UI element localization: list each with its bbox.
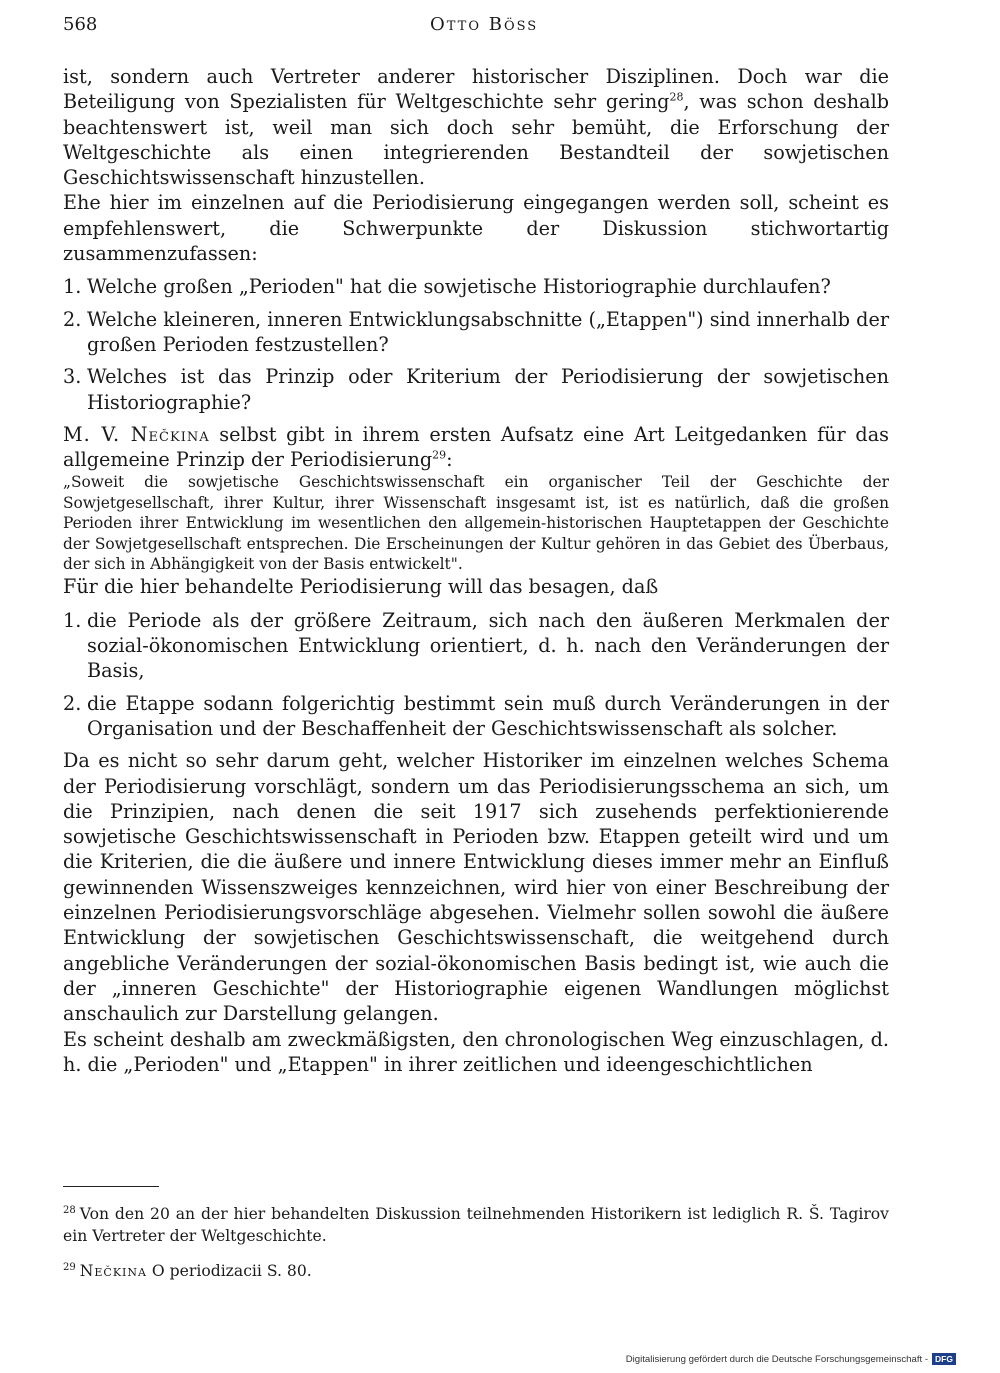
- author-name: M. V. Nečkina: [63, 422, 210, 446]
- footnote-mark: 29: [63, 1262, 76, 1274]
- running-head: Otto Böss: [430, 14, 539, 35]
- footnote-mark: 28: [63, 1205, 76, 1216]
- footnote-ref[interactable]: 29: [432, 448, 447, 462]
- list-number: 2.: [63, 307, 82, 331]
- list-text: die Periode als der größere Zeitraum, sich nach den äußeren Merkmalen der sozial-ökonomischen Entwicklung orientiert, d. h. nach den Veränderungen der Basis,: [87, 608, 889, 683]
- footnote: [63, 1200, 889, 1247]
- list-item: [63, 691, 889, 742]
- footnote: [63, 1257, 889, 1283]
- paragraph: [63, 422, 889, 473]
- block-quote: „Soweit die sowjetische Geschichtswissenschaft ein organischer Teil der Geschichte der Sowjetgesellschaft, ihrer Kultur, ihrer Wissenschaft insgesamt ist, ist es natürlich, daß die großen Perioden ihrer Entwicklung im wesentlichen den allgemein-historischen Hauptetappen der Geschichte der Sowjetgesellschaft entsprechen. Die Erscheinungen der Kultur gehören in das Gebiet des Überbaus, der sich in Abhängigkeit von der Basis entwickelt".: [63, 473, 889, 574]
- dfg-logo: DFG: [932, 1353, 956, 1365]
- author-name: Nečkina: [79, 1262, 147, 1281]
- list-text: Welche kleineren, inneren Entwicklungsabschnitte („Etappen") sind innerhalb der großen Perioden festzustellen?: [87, 307, 889, 356]
- list-number: 1.: [63, 608, 82, 632]
- question-list: [63, 274, 889, 414]
- footnote-text: O periodizacii S. 80.: [146, 1262, 312, 1281]
- list-number: 2.: [63, 691, 82, 715]
- paragraph-text: :: [446, 448, 453, 472]
- footnote-rule: [63, 1186, 159, 1187]
- paragraph: [63, 64, 889, 190]
- paragraph-text: selbst gibt in ihrem ersten Aufsatz eine Art Leitgedanken für das allgemeine Prinzip der Periodisierung: [63, 422, 889, 472]
- list-number: 1.: [63, 275, 82, 299]
- paragraph: Ehe hier im einzelnen auf die Periodisierung eingegangen werden soll, scheint es empfehlenswert, die Schwerpunkte der Diskussion stichwortartig zusammenzufassen:: [63, 191, 889, 266]
- footnote-text: Von den 20 an der hier behandelten Diskussion teilnehmenden Historikern ist lediglich R. Š. Tagirov ein Vertreter der Weltgeschichte.: [63, 1205, 889, 1245]
- list-item: [63, 274, 889, 299]
- list-number: 3.: [63, 365, 82, 389]
- page-number: 568: [63, 14, 98, 35]
- paragraph-text: , was schon deshalb beachtenswert ist, weil man sich doch sehr bemüht, die Erforschung der Weltgeschichte als einen integrierenden Bestandteil der sowjetischen Geschichtswissenschaft hinzustellen.: [63, 90, 889, 190]
- points-list: [63, 608, 889, 741]
- list-item: [63, 307, 889, 358]
- paragraph: Für die hier behandelte Periodisierung will das besagen, daß: [63, 575, 659, 599]
- list-text: Welches ist das Prinzip oder Kriterium der Periodisierung der sowjetischen Historiographie?: [87, 365, 889, 414]
- list-text: die Etappe sodann folgerichtig bestimmt sein muß durch Veränderungen in der Organisation und der Beschaffenheit der Geschichtswissenschaft als solcher.: [87, 691, 889, 740]
- paragraph: Da es nicht so sehr darum geht, welcher Historiker im einzelnen welches Schema der Periodisierung vorschlägt, sondern um das Periodisierungsschema an sich, um die Prinzipien, nach denen die seit 1917 sich zusehends perfektionierende sowjetische Geschichtswissenschaft in Perioden bzw. Etappen geteilt wird und um die Kriterien, die die äußere und innere Entwicklung dieses immer mehr an Einfluß gewinnenden Wissenszweiges kennzeichnen, wird hier von einer Beschreibung der einzelnen Periodisierungsvorschläge abgesehen. Vielmehr sollen sowohl die äußere Entwicklung der sowjetischen Geschichtswissenschaft, die weitgehend durch angebliche Veränderungen der sozial-ökonomischen Basis bedingt ist, wie auch die der „inneren Geschichte" der Historiographie eigenen Wandlungen möglichst anschaulich zur Darstellung gelangen.: [63, 749, 889, 1026]
- list-item: [63, 364, 889, 415]
- list-item: [63, 608, 889, 684]
- digitization-credit: [626, 1353, 956, 1365]
- list-text: Welche großen „Perioden" hat die sowjetische Historiographie durchlaufen?: [87, 275, 831, 299]
- footnotes: [63, 1200, 889, 1293]
- credit-text: Digitalisierung gefördert durch die Deutsche Forschungsgemeinschaft -: [625, 1353, 929, 1365]
- body-text: [63, 64, 889, 1077]
- footnote-ref[interactable]: 28: [669, 90, 684, 104]
- paragraph-text: ist, sondern auch Vertreter anderer historischer Disziplinen. Doch war die Beteiligung von Spezialisten für Weltgeschichte sehr gering: [63, 65, 889, 114]
- paragraph: Es scheint deshalb am zweckmäßigsten, den chronologischen Weg einzuschlagen, d. h. die „Perioden" und „Etappen" in ihrer zeitlichen und ideengeschichtlichen: [63, 1027, 889, 1076]
